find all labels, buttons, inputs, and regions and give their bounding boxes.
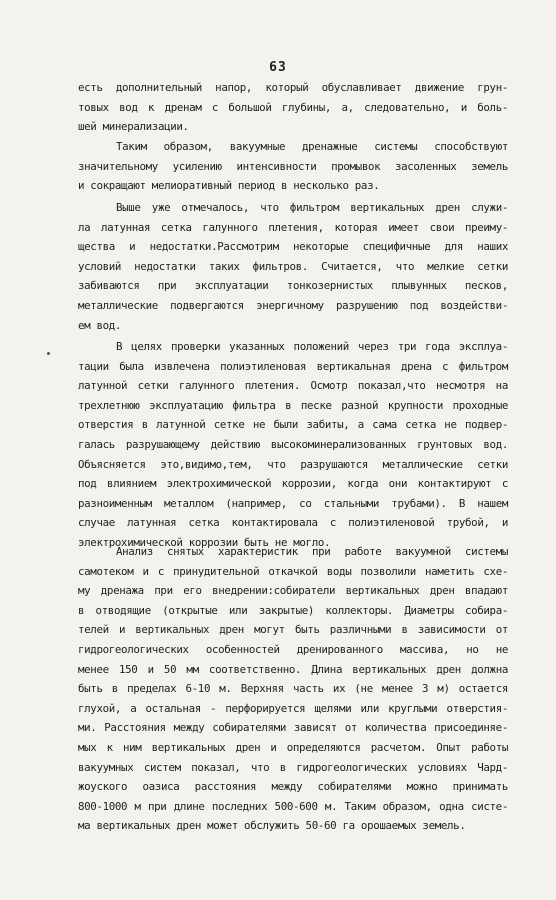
text-line: менее 150 и 50 мм соответственно. Длина вертикальных дрен должна bbox=[78, 662, 508, 676]
text-line: ми. Расстояния между собирателями зависят от количества присоединяе- bbox=[78, 721, 508, 735]
text-line: му дренажа при его внедрении:собиратели вертикальных дрен впадают bbox=[78, 584, 508, 598]
text-line: Таким образом, вакуумные дренажные системы способствуют bbox=[116, 140, 508, 153]
text-line: ма вертикальных дрен может обслужить 50-60 га орошаемых земель. bbox=[78, 819, 466, 833]
paragraph-verification bbox=[78, 337, 508, 553]
text-line: быть в пределах 6-10 м. Верхняя часть их (не менее 3 м) остается bbox=[78, 682, 508, 696]
paragraph-filter-mesh bbox=[78, 198, 508, 335]
text-line: гидрогеологических особенностей дренированного массива, но не bbox=[78, 642, 508, 656]
text-line: значительному усилению интенсивности промывок засоленных земель bbox=[78, 159, 508, 173]
text-line: металлические подвергаются энергичному разрушению под воздействи- bbox=[78, 298, 508, 312]
text-line: телей и вертикальных дрен могут быть различными в зависимости от bbox=[78, 623, 508, 637]
text-line: электрохимической коррозии быть не могло. bbox=[78, 535, 331, 549]
text-line: случае латунная сетка контактировала с полиэтиленовой трубой, и bbox=[78, 516, 508, 530]
text-line: условий недостатки таких фильтров. Считается, что мелкие сетки bbox=[78, 259, 508, 273]
text-line: самотеком и с принудительной откачкой воды позволили наметить схе- bbox=[78, 564, 508, 578]
margin-mark bbox=[47, 352, 50, 355]
page-number: 63 bbox=[269, 60, 287, 75]
text-line: ем вод. bbox=[78, 318, 122, 332]
text-line: трехлетнюю эксплуатацию фильтра в песке разной крупности проходные bbox=[78, 398, 508, 412]
text-line: шей минерализации. bbox=[78, 120, 189, 134]
text-line: забиваются при эксплуатации тонкозернистых плывунных песков, bbox=[78, 279, 508, 293]
text-line: 800-1000 м при длине последних 500-600 м. Таким образом, одна систе- bbox=[78, 799, 508, 813]
text-line: латунной сетки галунного плетения. Осмотр показал,что несмотря на bbox=[78, 379, 508, 393]
text-line: в отводящие (открытые или закрытые) коллекторы. Диаметры собира- bbox=[78, 603, 508, 617]
text-line: глухой, а остальная - перфорируется щелями или круглыми отверстия- bbox=[78, 701, 508, 715]
text-line: есть дополнительный напор, который обуславливает движение грун- bbox=[78, 81, 508, 94]
text-line: отверстия в латунной сетке не были забиты, а сама сетка не подвер- bbox=[78, 418, 508, 432]
paragraph-continuation bbox=[78, 78, 508, 137]
text-line: ла латунная сетка галунного плетения, которая имеет свои преиму- bbox=[78, 220, 508, 234]
text-line: жоуского оазиса расстояния между собирателями можно принимать bbox=[78, 780, 508, 794]
text-line: тации была извлечена полиэтиленовая вертикальная дрена с фильтром bbox=[78, 359, 508, 373]
text-line: и сокращают мелиоративный период в несколько раз. bbox=[78, 179, 380, 193]
text-line: разноименным металлом (например, со стальными трубами). В нашем bbox=[78, 496, 508, 510]
text-line: Объясняется это,видимо,тем, что разрушаются металлические сетки bbox=[78, 457, 508, 471]
text-line: В целях проверки указанных положений через три года эксплуа- bbox=[116, 340, 508, 353]
text-line: товых вод к дренам с большой глубины, а, следовательно, и боль- bbox=[78, 100, 508, 114]
paragraph-vacuum-systems bbox=[78, 137, 508, 196]
text-line: галась разрушающему действию высокоминерализованных грунтовых вод. bbox=[78, 437, 508, 451]
text-line: мых к ним вертикальных дрен и определяются расчетом. Опыт работы bbox=[78, 740, 508, 754]
text-line: Анализ снятых характеристик при работе вакуумной системы bbox=[116, 545, 508, 558]
text-line: щества и недостатки.Рассмотрим некоторые специфичные для наших bbox=[78, 240, 508, 254]
text-line: под влиянием электрохимической коррозии, когда они контактируют с bbox=[78, 477, 508, 491]
text-line: вакуумных систем показал, что в гидрогеологических условиях Чард- bbox=[78, 760, 508, 774]
text-line: Выше уже отмечалось, что фильтром вертикальных дрен служи- bbox=[116, 201, 508, 214]
paragraph-analysis bbox=[78, 542, 508, 836]
